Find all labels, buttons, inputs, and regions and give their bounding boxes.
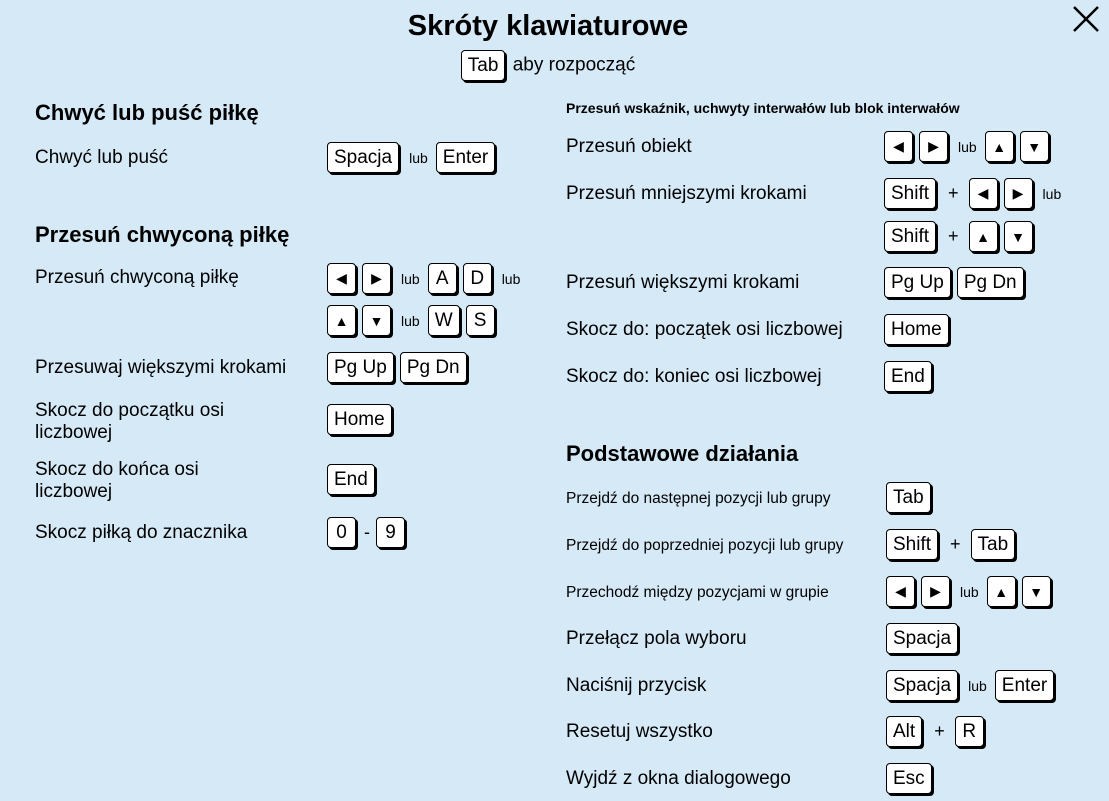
- shortcut-keys: [886, 623, 960, 654]
- close-button[interactable]: [1070, 3, 1102, 35]
- key-arrow-up: ▲: [985, 131, 1014, 162]
- shortcut-label: Skocz piłką do znacznika: [35, 522, 248, 543]
- plus-text: +: [948, 183, 959, 203]
- key-arrow-left: ◀: [884, 131, 913, 162]
- shortcut-keys: [884, 267, 1026, 298]
- subtitle-text: aby rozpocząć: [512, 54, 636, 76]
- shortcut-keys: [327, 263, 524, 294]
- section-heading-pointer: Przesuń wskaźnik, uchwyty interwałów lub blok interwałów: [566, 100, 960, 116]
- section-heading-grab: Chwyć lub puść piłkę: [35, 100, 259, 125]
- or-text: lub: [1042, 185, 1062, 202]
- key-home: Home: [327, 404, 392, 435]
- shortcut-label: Przełącz pola wyboru: [566, 628, 747, 649]
- key-arrow-right: ▶: [921, 576, 950, 607]
- shortcut-label: Przesuwaj większymi krokami: [35, 357, 287, 378]
- plus-text: +: [934, 721, 945, 741]
- key-r: R: [955, 716, 984, 747]
- key-arrow-down: ▼: [1004, 221, 1033, 252]
- section-heading-move: Przesuń chwyconą piłkę: [35, 222, 290, 247]
- or-text: lub: [401, 312, 420, 329]
- or-text: lub: [409, 149, 428, 166]
- key-home: Home: [884, 314, 949, 345]
- shortcut-keys: [327, 305, 497, 336]
- key-arrow-left: ◀: [969, 178, 998, 209]
- key-enter: Enter: [436, 142, 495, 173]
- dialog-title: Skróty klawiaturowe: [407, 10, 689, 42]
- shortcut-label: Wyjdź z okna dialogowego: [566, 768, 791, 789]
- shortcut-label: Przechodź między pozycjami w grupie: [566, 584, 829, 601]
- plus-text: +: [948, 226, 959, 246]
- key-shift: Shift: [886, 529, 938, 560]
- shortcut-keys: [884, 178, 1065, 209]
- key-shift: Shift: [884, 221, 936, 252]
- shortcut-keys: [884, 314, 951, 345]
- shortcut-label: [35, 459, 199, 503]
- key-arrow-up: ▲: [987, 576, 1016, 607]
- shortcut-label: Przejdź do następnej pozycji lub grupy: [566, 490, 831, 507]
- shortcut-label: Skocz do: początek osi liczbowej: [566, 319, 843, 340]
- key-page-down: Pg Dn: [400, 352, 467, 383]
- shortcut-label: Przejdź do poprzedniej pozycji lub grupy: [566, 537, 844, 554]
- or-text: lub: [958, 138, 977, 155]
- shortcut-keys: [886, 716, 986, 747]
- shortcut-keys: [327, 517, 407, 548]
- or-text: lub: [968, 677, 987, 694]
- key-esc: Esc: [886, 763, 932, 794]
- key-arrow-right: ▶: [919, 131, 948, 162]
- key-arrow-down: ▼: [1022, 576, 1051, 607]
- key-arrow-down: ▼: [1020, 131, 1049, 162]
- label-line: liczbowej: [35, 422, 113, 443]
- key-tab: Tab: [461, 50, 506, 81]
- shortcut-label: Przesuń większymi krokami: [566, 272, 800, 293]
- shortcut-label: Przesuń chwyconą piłkę: [35, 267, 239, 288]
- shortcut-keys: [884, 221, 1035, 252]
- shortcut-keys: [886, 763, 934, 794]
- key-arrow-up: ▲: [327, 305, 356, 336]
- shortcut-keys: [886, 529, 1017, 560]
- label-line: Skocz do początku osi: [35, 400, 225, 421]
- shortcut-keys: [327, 352, 469, 383]
- dialog-subtitle: [0, 50, 1096, 81]
- shortcut-keys: [327, 464, 377, 495]
- key-s: S: [466, 305, 495, 336]
- key-tab: Tab: [886, 482, 931, 513]
- shortcut-keys: [886, 576, 1053, 607]
- dash-text: -: [364, 522, 370, 542]
- key-space: Spacja: [327, 142, 399, 173]
- key-arrow-left: ◀: [327, 263, 356, 294]
- key-alt: Alt: [886, 716, 922, 747]
- section-heading-basic: Podstawowe działania: [566, 441, 799, 466]
- shortcut-label: Chwyć lub puść: [35, 147, 169, 168]
- key-arrow-right: ▶: [1004, 178, 1033, 209]
- key-space: Spacja: [886, 670, 958, 701]
- shortcut-label: Skocz do: koniec osi liczbowej: [566, 366, 822, 387]
- or-text: lub: [401, 270, 420, 287]
- key-arrow-up: ▲: [969, 221, 998, 252]
- shortcut-keys: [886, 670, 1056, 701]
- key-arrow-left: ◀: [886, 576, 915, 607]
- key-9: 9: [376, 517, 405, 548]
- key-w: W: [428, 305, 460, 336]
- close-icon: [1070, 3, 1102, 35]
- key-tab: Tab: [971, 529, 1016, 560]
- shortcut-label: [35, 400, 224, 444]
- shortcut-label: Przesuń obiekt: [566, 136, 692, 157]
- shortcut-keys: [327, 142, 497, 173]
- label-line: liczbowej: [35, 481, 113, 502]
- key-space: Spacja: [886, 623, 958, 654]
- label-line: Skocz do końca osi: [35, 459, 199, 480]
- plus-text: +: [950, 534, 961, 554]
- key-enter: Enter: [995, 670, 1054, 701]
- shortcut-label: Przesuń mniejszymi krokami: [566, 183, 807, 204]
- or-text: lub: [960, 583, 979, 600]
- key-arrow-down: ▼: [362, 305, 391, 336]
- shortcut-keys: [886, 482, 933, 513]
- shortcut-label: Resetuj wszystko: [566, 721, 713, 742]
- key-page-down: Pg Dn: [957, 267, 1024, 298]
- key-end: End: [327, 464, 375, 495]
- key-d: D: [463, 263, 492, 294]
- shortcut-label: Naciśnij przycisk: [566, 675, 707, 696]
- key-0: 0: [327, 517, 356, 548]
- key-shift: Shift: [884, 178, 936, 209]
- key-arrow-right: ▶: [362, 263, 391, 294]
- key-page-up: Pg Up: [327, 352, 394, 383]
- shortcut-keys: [884, 361, 934, 392]
- key-a: A: [428, 263, 457, 294]
- key-end: End: [884, 361, 932, 392]
- key-page-up: Pg Up: [884, 267, 951, 298]
- or-text: lub: [501, 270, 521, 287]
- shortcut-keys: [884, 131, 1051, 162]
- shortcut-keys: [327, 404, 394, 435]
